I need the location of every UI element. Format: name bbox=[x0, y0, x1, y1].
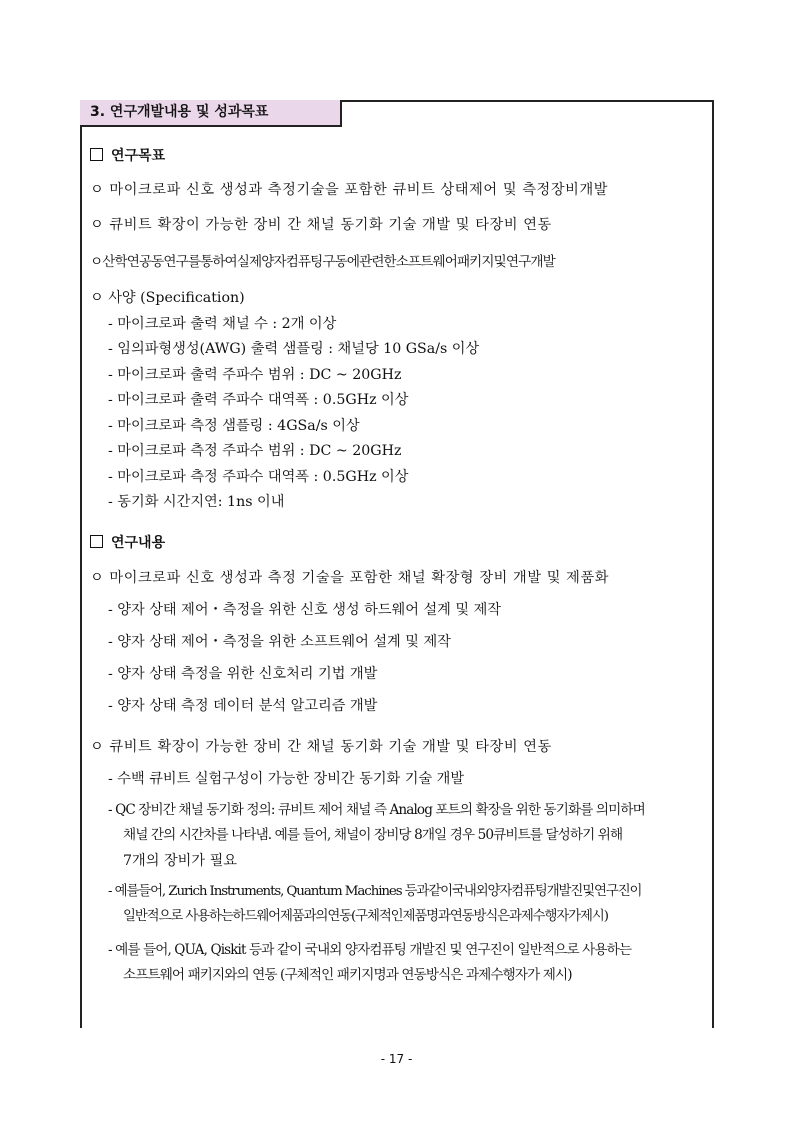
content-subitem: - 양자 상태 측정 데이터 분석 알고리즘 개발 bbox=[108, 698, 378, 714]
content-subitem: - 예를 들어, QUA, Qiskit 등과 같이 국내외 양자컴퓨팅 개발진 및 연구진이 일반적으로 사용하는 bbox=[108, 942, 632, 958]
spec-item: - 마이크로파 측정 주파수 대역폭 : 0.5GHz 이상 bbox=[108, 469, 409, 485]
content-item: ㅇ 마이크로파 신호 생성과 측정 기술을 포함한 채널 확장형 장비 개발 및 제품화 bbox=[90, 570, 610, 586]
content-subitem: - 양자 상태 제어・측정을 위한 신호 생성 하드웨어 설계 및 제작 bbox=[108, 602, 502, 618]
spec-item: - 마이크로파 출력 주파수 범위 : DC ~ 20GHz bbox=[108, 367, 402, 383]
spec-item: - 동기화 시간지연: 1ns 이내 bbox=[108, 494, 285, 510]
spec-item: - 마이크로파 출력 채널 수 : 2개 이상 bbox=[108, 316, 337, 332]
spec-item: - 임의파형생성(AWG) 출력 샘플링 : 채널당 10 GSa/s 이상 bbox=[108, 341, 480, 357]
goal-item: ㅇ 마이크로파 신호 생성과 측정기술을 포함한 큐비트 상태제어 및 측정장비개발 bbox=[90, 182, 609, 198]
goal-item: ㅇ 큐비트 확장이 가능한 장비 간 채널 동기화 기술 개발 및 타장비 연동 bbox=[90, 217, 552, 233]
content-subitem: - 예를들어, Zurich Instruments, Quantum Machines 등과같이국내외양자컴퓨팅개발진및연구진이 bbox=[108, 884, 642, 899]
spec-item: - 마이크로파 출력 주파수 대역폭 : 0.5GHz 이상 bbox=[108, 392, 409, 408]
page-number: - 17 - bbox=[380, 1052, 413, 1066]
content-subitem-cont: 채널 간의 시간차를 나타냄. 예를 들어, 채널이 장비당 8개일 경우 50큐비트를 달성하기 위해 bbox=[123, 827, 623, 843]
checkbox-square-icon bbox=[90, 148, 103, 161]
content-heading-label: 연구내용 bbox=[111, 535, 166, 551]
content-subitem: - 양자 상태 측정을 위한 신호처리 기법 개발 bbox=[108, 666, 378, 682]
content-item: ㅇ 큐비트 확장이 가능한 장비 간 채널 동기화 기술 개발 및 타장비 연동 bbox=[90, 739, 552, 755]
spec-item: - 마이크로파 측정 주파수 범위 : DC ~ 20GHz bbox=[108, 443, 402, 459]
goals-heading bbox=[90, 146, 165, 166]
content-subitem-cont: 7개의 장비가 필요 bbox=[123, 853, 237, 869]
spec-item: - 마이크로파 측정 샘플링 : 4GSa/s 이상 bbox=[108, 418, 360, 434]
goal-item: ㅇ산학연공동연구를통하여실제양자컴퓨팅구동에관련한소프트웨어패키지및연구개발 bbox=[90, 254, 555, 270]
content-subitem-cont: 소프트웨어 패키지와의 연동 (구체적인 패키지명과 연동방식은 과제수행자가 제시) bbox=[123, 967, 572, 983]
content-subitem-cont: 일반적으로 사용하는하드웨어제품과의연동(구체적인제품명과연동방식은과제수행자가제시) bbox=[123, 909, 608, 924]
goals-heading-label: 연구목표 bbox=[111, 148, 166, 164]
content-subitem: - 양자 상태 제어・측정을 위한 소프트웨어 설계 및 제작 bbox=[108, 634, 451, 650]
section-title: 3. 연구개발내용 및 성과목표 bbox=[80, 100, 342, 127]
content-heading bbox=[90, 533, 165, 553]
content-subitem: - QC 장비간 채널 동기화 정의: 큐비트 제어 채널 즉 Analog 포트의 확장을 위한 동기화를 의미하며 bbox=[108, 802, 645, 818]
content-subitem: - 수백 큐비트 실험구성이 가능한 장비간 동기화 기술 개발 bbox=[108, 771, 465, 787]
checkbox-square-icon bbox=[90, 535, 103, 548]
goal-item: ㅇ 사양 (Specification) bbox=[90, 290, 245, 306]
